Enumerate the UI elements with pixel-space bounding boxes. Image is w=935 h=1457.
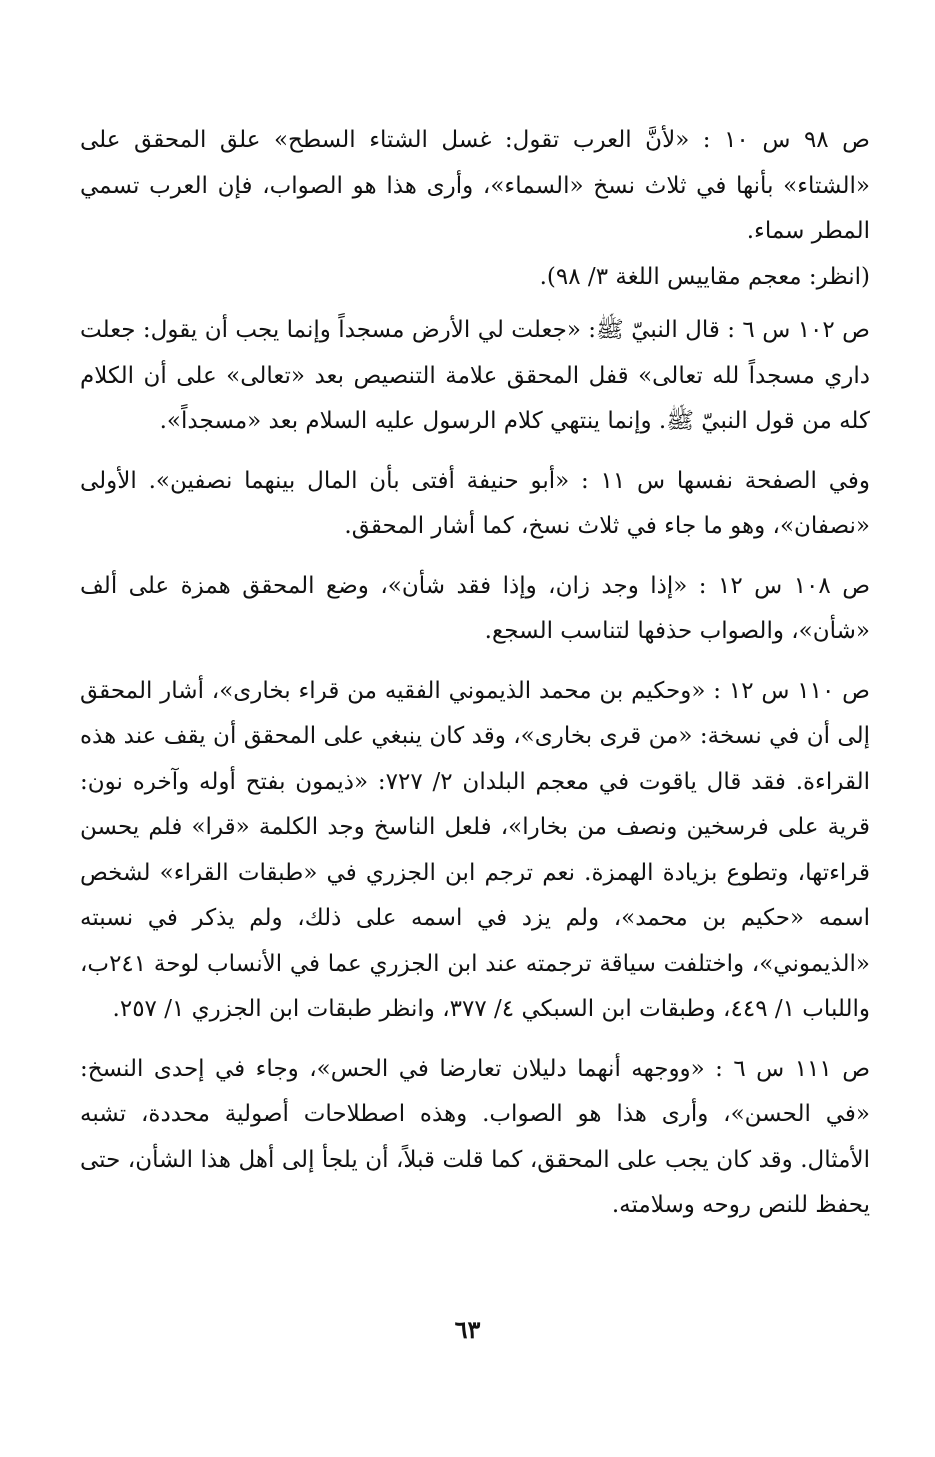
paragraph-saj-hamza: ص ١٠٨ س ١٢ : «إذا وجد زان، وإذا فقد شأن»، وضع المحقق همزة على ألف «شأن»، والصواب حذفها لتناسب السجع. [80, 572, 870, 644]
paragraph-reference-maqayis: (انظر: معجم مقاييس اللغة ٣/ ٩٨). [539, 263, 870, 290]
paragraph-husn: ص ١١١ س ٦ : «ووجهه أنهما دليلان تعارضا في الحس»، وجاء في إحدى النسخ: «في الحسن»، وأرى هذا هو الصواب. وهذه اصطلاحات أصولية محددة، تشبه الأمثال. وقد كان يجب على المحقق، كما قلت قبلاً، أن يلجأ إلى أهل هذا الشأن، حتى يحفظ للنص روحه وسلامته. [80, 1055, 870, 1218]
page-body [80, 118, 870, 1229]
page-number: ٦٣ [454, 1315, 481, 1344]
paragraph-sky-rain: ص ٩٨ س ١٠ : «لأنَّ العرب تقول: غسل الشتاء السطح» علق المحقق على «الشتاء» بأنها في ثلاث نسخ «السماء»، وأرى هذا هو الصواب، فإن العرب تسمي المطر سماء. [80, 127, 870, 244]
paragraph-abu-hanifa: وفي الصفحة نفسها س ١١ : «أبو حنيفة أفتى بأن المال بينهما نصفين». الأولى «نصفان»، وهو ما جاء في ثلاث نسخ، كما أشار المحقق. [80, 467, 870, 539]
paragraph-mosque-hadith: ص ١٠٢ س ٦ : قال النبيّ ﷺ: «جعلت لي الأرض مسجداً وإنما يجب أن يقول: جعلت داري مسجداً لله تعالى» قفل المحقق علامة التنصيص بعد «تعالى» على أن الكلام كله من قول النبيّ ﷺ. وإنما ينتهي كلام الرسول عليه السلام بعد «مسجداً». [80, 317, 870, 434]
paragraph-dhaymuni: ص ١١٠ س ١٢ : «وحكيم بن محمد الذيموني الفقيه من قراء بخارى»، أشار المحقق إلى أن في نسخة: «من قرى بخارى»، وقد كان ينبغي على المحقق أن يقف عند هذه القراءة. فقد قال ياقوت في معجم البلدان ٢/ ٧٢٧: «ذيمون بفتح أوله وآخره نون: قرية على فرسخين ونصف من بخارا»، فلعل الناسخ وجد الكلمة «قرا» فلم يحسن قراءتها، وتطوع بزيادة الهمزة. نعم ترجم ابن الجزري في «طبقات القراء» لشخص اسمه «حكيم بن محمد»، ولم يزد في اسمه على ذلك، ولم يذكر في نسبته «الذيموني»، واختلفت سياقة ترجمته عند ابن الجزري عما في الأنساب لوحة ٢٤١ب، واللباب ١/ ٤٤٩، وطبقات ابن السبكي ٤/ ٣٧٧، وانظر طبقات ابن الجزري ١/ ٢٥٧. [80, 677, 870, 1022]
